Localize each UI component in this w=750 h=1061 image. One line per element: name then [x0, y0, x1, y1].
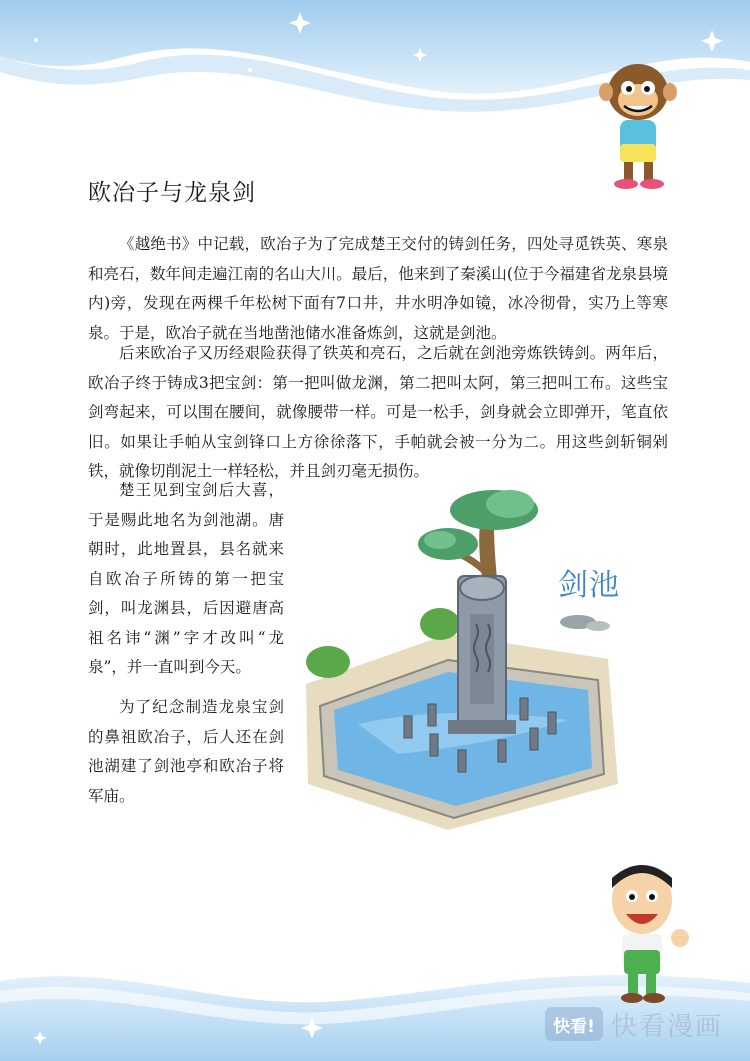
paragraph-2: 后来欧冶子又历经艰险获得了铁英和亮石，之后就在剑池旁炼铁铸剑。两年后，欧冶子终于铸成3把宝剑：第一把叫做龙渊，第二把叫太阿，第三把叫工布。这些宝剑弯起来，可以围在腰间，就像腰带一样。可是一松手，剑身就会立即弹开，笔直依旧。如果让手帕从宝剑锋口上方徐徐落下，手帕就会被一分为二。用这些剑斩铜剁铁，就像切削泥土一样轻松，并且剑刃毫无损伤。	[88, 344, 668, 480]
paragraph-3: 楚王见到宝剑后大喜，于是赐此地名为剑池湖。唐朝时，此地置县，县名就来自欧冶子所铸的第一把宝剑，叫龙渊县，后因避唐高祖名讳“渊”字才改叫“龙泉”，并一直叫到今天。	[88, 481, 284, 676]
paragraph-4: 为了纪念制造龙泉宝剑的鼻祖欧冶子，后人还在剑池湖建了剑池亭和欧冶子将军庙。	[88, 698, 284, 805]
sword-pool-illustration	[298, 484, 620, 830]
watermark-text: 快看漫画	[611, 1011, 724, 1042]
monkey-character-icon	[586, 52, 690, 192]
pool-label: 剑池	[558, 568, 620, 603]
paragraph-1: 《越绝书》中记载，欧冶子为了完成楚王交付的铸剑任务，四处寻觅铁英、寒泉和亮石，数年间走遍江南的名山大川。最后，他来到了秦溪山(位于今福建省龙泉县境内)旁，发现在两棵千年松树下面有7口井，井水明净如镜，冰冷彻骨，实乃上等寒泉。于是，欧冶子就在当地凿池储水准备炼剑，这就是剑池。	[88, 235, 668, 342]
watermark	[545, 1006, 723, 1042]
watermark-logo: 快看!	[545, 1007, 603, 1041]
boy-character-icon	[596, 858, 696, 1008]
article-title: 欧冶子与龙泉剑	[88, 180, 256, 206]
